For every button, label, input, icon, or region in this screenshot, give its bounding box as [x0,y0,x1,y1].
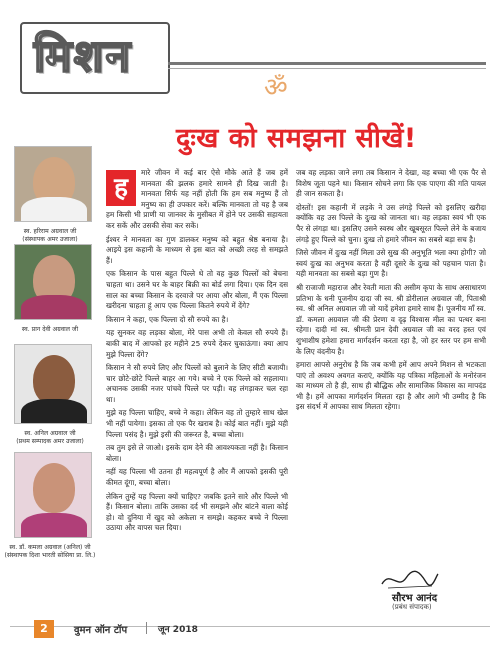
portrait-shirt [21,197,87,222]
caption-role: (प्रथम सम्पादक अमर उजाला) [16,438,84,445]
caption-role: (संस्थापक दिशा भारती सोसिया प्रा. लि.) [4,552,96,559]
section-title: मिशन [34,31,133,82]
paragraph: मारे जीवन में कई बार ऐसे मौके आते हैं जब हमें मानवता की झलक हमारे सामने ही दिख जाती है। मानवता सिर्फ यह नहीं होती कि हम सब मनुष्य हैं तो मनुष्य का ही उपकार करें। बल्कि मानवता तो यह है जब हम किसी भी प्राणी या जानवर के मुसीबत में होने पर उसकी सहायता कर सकें और उसकी सेवा कर सकें। [106,168,288,230]
paragraph: दोस्तों! इस कहानी में लड़के ने उस लंगड़े पिल्ले को इसलिए खरीदा क्योंकि वह उस पिल्ले के दुःख को जानता था। वह लड़का स्वयं भी एक पैर से लंगड़ा था। इसलिए उसने स्वस्थ और खूबसूरत पिल्ले लेने के बजाय लंगड़े हुए पिल्ले को चुना। दुःख तो हमारे जीवन का सबसे बड़ा सच है। [296,202,486,244]
caption-name: स्व. डॉ. कमला अग्रवाल (अनिल) जी [9,544,91,551]
paragraph: एक किसान के पास बहुत पिल्ले थे तो वह कुछ पिल्लों को बेचना चाहता था। उसने घर के बाहर बिक्री का बोर्ड लगा दिया। एक दिन दस साल का बच्चा किसान के दरवाजे पर आया और बोला, मैं एक पिल्ला खरीदना चाहता हूं आप एक पिल्ला कितने रुपये में देंगे? [106,269,288,311]
photo-caption-1 [0,228,100,244]
signature-name: सौरभ आनंद [392,593,438,604]
caption-name: स्व. हरिराम अग्रवाल जी [23,228,77,235]
portrait-suit [21,399,87,424]
paragraph: मुझे वह पिल्ला चाहिए, बच्चे ने कहा। लेकिन वह तो तुम्हारे साथ खेल भी नहीं पायेगा। इसका तो एक पैर खराब है। कोई बात नहीं। मुझे यही पिल्ला पसंद है। मुझे इसी की जरूरत है, बच्चा बोला। [106,408,288,439]
paragraph: किसान ने कहा, एक पिल्ला दो सौ रुपये का है। [106,314,229,324]
drop-cap: ह [106,170,136,206]
article-column-right [296,168,486,560]
paragraph: यह सुनकर वह लड़का बोला, मेरे पास अभी तो केवल सौ रुपये हैं। बाकी बाद में आपको हर महीने 25 रुपये देकर चुकाऊंगा। क्या आप मुझे पिल्ला देंगे? [106,328,288,359]
portrait-saree [21,513,87,538]
photo-kamla-agrawal [14,452,92,538]
paragraph: नहीं यह पिल्ला भी उतना ही महत्वपूर्ण है और मैं आपको इसकी पूरी कीमत दूंगा, बच्चा बोला। [106,467,288,488]
article-column-left [106,168,288,610]
paragraph: जब वह लड़का जाने लगा तब किसान ने देखा, वह बच्चा भी एक पैर से विशेष जूता पहने था। किसान सोचने लगा कि एक पाएगा की गति पायल ही जान सकता है। [296,168,486,199]
issue-date: जून 2018 [158,625,198,635]
caption-name: स्व. प्रान देवी अग्रवाल जी [21,326,79,333]
paragraph: जिसे जीवन में दुःख नहीं मिला उसे सुख की अनुभूति भला क्या होगी? जो स्वयं दुःख का अनुभव करता है वही दूसरे के दुःख को पहचान पाता है। यही मानवता का सबसे बड़ा गुण है। [296,248,486,279]
signature-scribble [380,566,440,592]
photo-caption-4 [0,544,100,560]
paragraph: तब तुम इसे ले जाओ। इसके दाम देने की आवश्यकता नहीं है। किसान बोला। [106,443,288,463]
portrait-saree [21,295,87,320]
photo-caption-2 [0,326,100,334]
caption-name: स्व. अनिल अग्रवाल जी [24,430,76,437]
paragraph: श्री राजाजी महाराज और रेवती माता की असीम कृपा के साथ असाधारण प्रतिभा के धनी पूजनीय दादा जी स्व. श्री डोरीलाल अग्रवाल जी, पिताश्री स्व. श्री अनिल अग्रवाल जी जो यादें हमेशा हमारे साथ हैं। पूजनीय माँ स्व. डॉ. कमला अग्रवाल जी की प्रेरणा व दृढ़ विश्वास मील का पत्थर बना रहेगा। दादी मां स्व. श्रीमती प्रान देवी अग्रवाल जी का वरद हस्त एवं शुभाशीष हमेशा हमारा मार्गदर्शन करता रहा है, जो हर स्तर पर हम सभी के लिए वंदनीय है। [296,282,486,356]
page-number: 2 [34,620,54,638]
article-headline: दुःख को समझना सीखें! [176,123,417,154]
paragraph: किसान ने सौ रुपये लिए और पिल्लों को बुलाने के लिए सीटी बजायी। चार छोटे-छोटे पिल्ले बाहर आ गये। बच्चे ने एक पिल्ले को सहलाया। अचानक उसकी नजर पांचवे पिल्ले पर पड़ी। वह लंगड़ाकर चल रहा था। [106,363,288,404]
footer-divider [146,622,147,634]
page-header [0,0,500,103]
photo-anil-agrawal [14,344,92,424]
caption-role: (संस्थापक अमर उजाला) [22,236,78,243]
header-rule [168,62,486,65]
paragraph: ईश्वर ने मानवता का गुण डालकर मनुष्य को बहुत श्रेष्ठ बनाया है। आइये इस कहानी के माध्यम से इस बात को अच्छी तरह से समझते हैं। [106,234,288,265]
paragraph: हमारा आपसे अनुरोध है कि जब कभी हमें आप अपने मिशन से भटकता पाएं तो अवश्य अवगत कराएं, क्योंकि यह पत्रिका महिलाओं के मनोरंजन का माध्यम तो है ही, साथ ही बौद्धिक और सामाजिक विकास का मापदंड भी है। हमें आपका मार्गदर्शन मिलता रहा है और आगे भी उम्मीद है कि इस संदर्भ में आपका साथ मिलता रहेगा। [296,360,486,412]
signature-role: (प्रबंध संपादक) [392,603,432,611]
paragraph: लेकिन तुम्हें यह पिल्ला क्यों चाहिए? जबकि इतने सारे और पिल्ले भी हैं। किसान बोला। ताकि उसका दर्द भी समझने और बांटने वाला कोई हो। वो दुनिया में खुद को अकेला न समझे। कहकर बच्चे ने पिल्ला उठाया और वापस चल दिया। [106,491,288,533]
om-icon: ॐ [264,73,288,103]
portrait-face [33,355,75,405]
photo-hariram-agrawal [14,146,92,222]
portrait-face [33,463,75,513]
photo-pran-devi-agrawal [14,244,92,320]
magazine-name: वुमन ऑन टॉप [74,625,128,636]
photo-caption-3 [0,430,100,446]
header-rule-thin [168,68,486,69]
